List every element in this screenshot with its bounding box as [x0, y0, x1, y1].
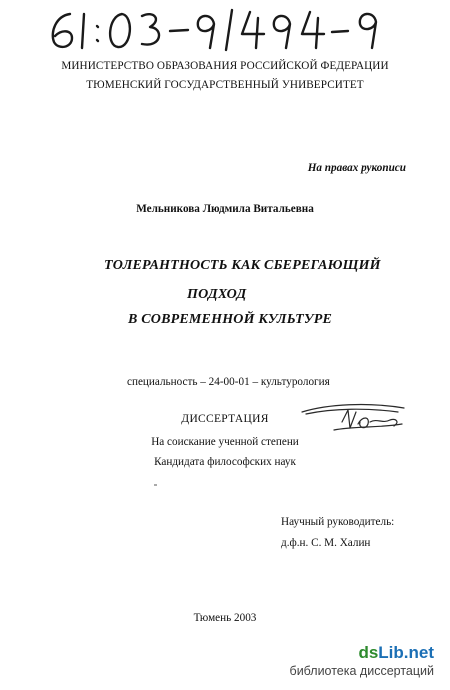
- dslib-watermark: [290, 644, 434, 678]
- manuscript-rights-note: На правах рукописи: [307, 162, 406, 174]
- degree-name: Кандидата философских наук: [154, 456, 296, 468]
- title-line-1: ТОЛЕРАНТНОСТЬ КАК СБЕРЕГАЮЩИЙ: [104, 258, 381, 273]
- supervisor-label: Научный руководитель:: [281, 516, 395, 528]
- dslib-logo: dsLib.net: [358, 643, 434, 662]
- title-line-2: ПОДХОД: [187, 287, 247, 302]
- title-line-3: В СОВРЕМЕННОЙ КУЛЬТУРЕ: [128, 312, 333, 327]
- ministry-heading: МИНИСТЕРСТВО ОБРАЗОВАНИЯ РОССИЙСКОЙ ФЕДЕРАЦИИ: [61, 60, 389, 72]
- degree-purpose: На соискание ученной степени: [151, 436, 299, 448]
- author-name: Мельникова Людмила Витальевна: [136, 203, 314, 215]
- supervisor-name: д.ф.н. С. М. Халин: [281, 537, 371, 549]
- handwritten-catalog-number: [42, 4, 382, 52]
- specialty-line: специальность – 24-00-01 – культурология: [127, 376, 330, 388]
- place-and-year: Тюмень 2003: [193, 612, 257, 624]
- university-heading: ТЮМЕНСКИЙ ГОСУДАРСТВЕННЫЙ УНИВЕРСИТЕТ: [86, 79, 364, 91]
- scan-speck: [154, 484, 157, 486]
- thesis-type: ДИССЕРТАЦИЯ: [181, 413, 269, 425]
- watermark-subtitle: библиотека диссертаций: [289, 664, 434, 678]
